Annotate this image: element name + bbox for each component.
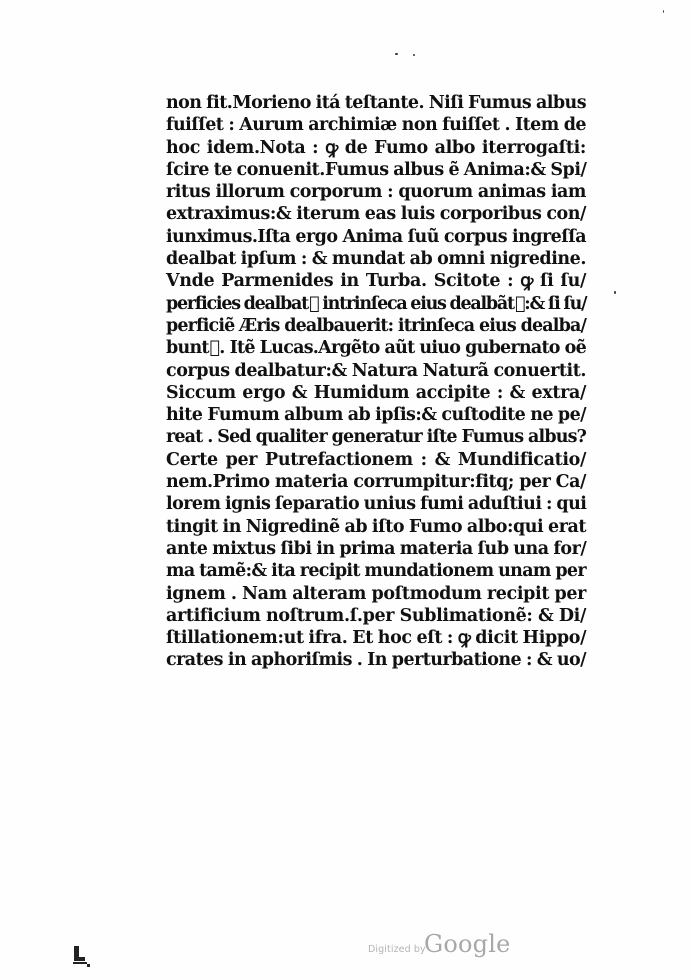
text-line: nem.Primo materia corrumpitur:fitq; per Ca/ xyxy=(166,472,586,493)
text-line: Siccum ergo & Humidum accipite : & extra/ xyxy=(166,382,586,403)
text-line: ante mixtus ſibi in prima materia ſub una for/ xyxy=(166,538,587,559)
text-line: reat . Sed qualiter generatur iſte Fumus albus? xyxy=(166,427,586,448)
text-block xyxy=(166,92,586,672)
watermark-logo: Google xyxy=(424,930,511,958)
text-line: Vnde Parmenides in Turba. Scitote : ꝙ ſi ſu/ xyxy=(166,271,586,292)
ink-speck xyxy=(663,10,664,13)
text-line: fuiſſet : Aurum archimiæ non fuiſſet . Item de xyxy=(166,115,586,136)
text-line: ſcire te conuenit.Fumus albus ẽ Anima:& Spi/ xyxy=(166,159,587,180)
text-line: iunximus.Iſta ergo Anima ſuũ corpus ingreſſa xyxy=(166,226,586,247)
text-line: ignem . Nam alteram poſtmodum recipit per xyxy=(166,583,586,604)
text-line: tingit in Nigredinẽ ab iſto Fumo albo:qui erat xyxy=(166,516,586,537)
library-stamp-icon xyxy=(70,944,92,968)
text-line: ma tamẽ:& ita recipit mundationem unam per xyxy=(166,561,586,582)
text-line: hite Fumum album ab ipſis:& cuſtodite ne pe/ xyxy=(166,405,586,426)
text-line: Certe per Putrefactionem : & Mundificatio/ xyxy=(166,449,586,470)
google-watermark xyxy=(368,930,528,966)
text-line: ſtillationem:ut ifra. Et hoc eſt : ꝙ dicit Hippo/ xyxy=(166,628,587,649)
text-line: ritus illorum corporum : quorum animas iam xyxy=(166,182,586,203)
text-line: perficies dealbatᷓ intrinſeca eius dealbãtᷓ:& ſi ſu/ xyxy=(166,293,587,314)
ink-speck xyxy=(614,291,616,294)
text-line: hoc idem.Nota : ꝙ de Fumo albo iterrogaſti: xyxy=(166,137,586,158)
text-line: non fit.Morieno itá teſtante. Niſi Fumus albus xyxy=(166,93,586,113)
text-line: crates in aphoriſmis . In perturbatione : & uo/ xyxy=(166,650,586,671)
text-line: buntᷓ. Itẽ Lucas.Argẽto aũt uiuo gubernato oẽ xyxy=(166,338,586,359)
ink-speck xyxy=(413,54,415,56)
text-line: corpus dealbatur:& Natura Naturã conuertit. xyxy=(166,360,586,381)
ink-speck xyxy=(395,53,398,55)
text-line: artificium noſtrum.ſ.per Sublimationẽ: & Di/ xyxy=(166,605,586,626)
text-line: extraximus:& iterum eas luis corporibus con/ xyxy=(166,204,586,225)
text-line: dealbat ipſum : & mundat ab omni nigredine. xyxy=(166,249,586,270)
watermark-prefix: Digitized by xyxy=(368,944,426,955)
text-line: lorem ignis ſeparatio unius fumi aduſtiui : qui xyxy=(166,494,587,515)
text-line: perficiẽ Æris dealbauerit: itrinſeca eius dealba/ xyxy=(166,315,586,336)
